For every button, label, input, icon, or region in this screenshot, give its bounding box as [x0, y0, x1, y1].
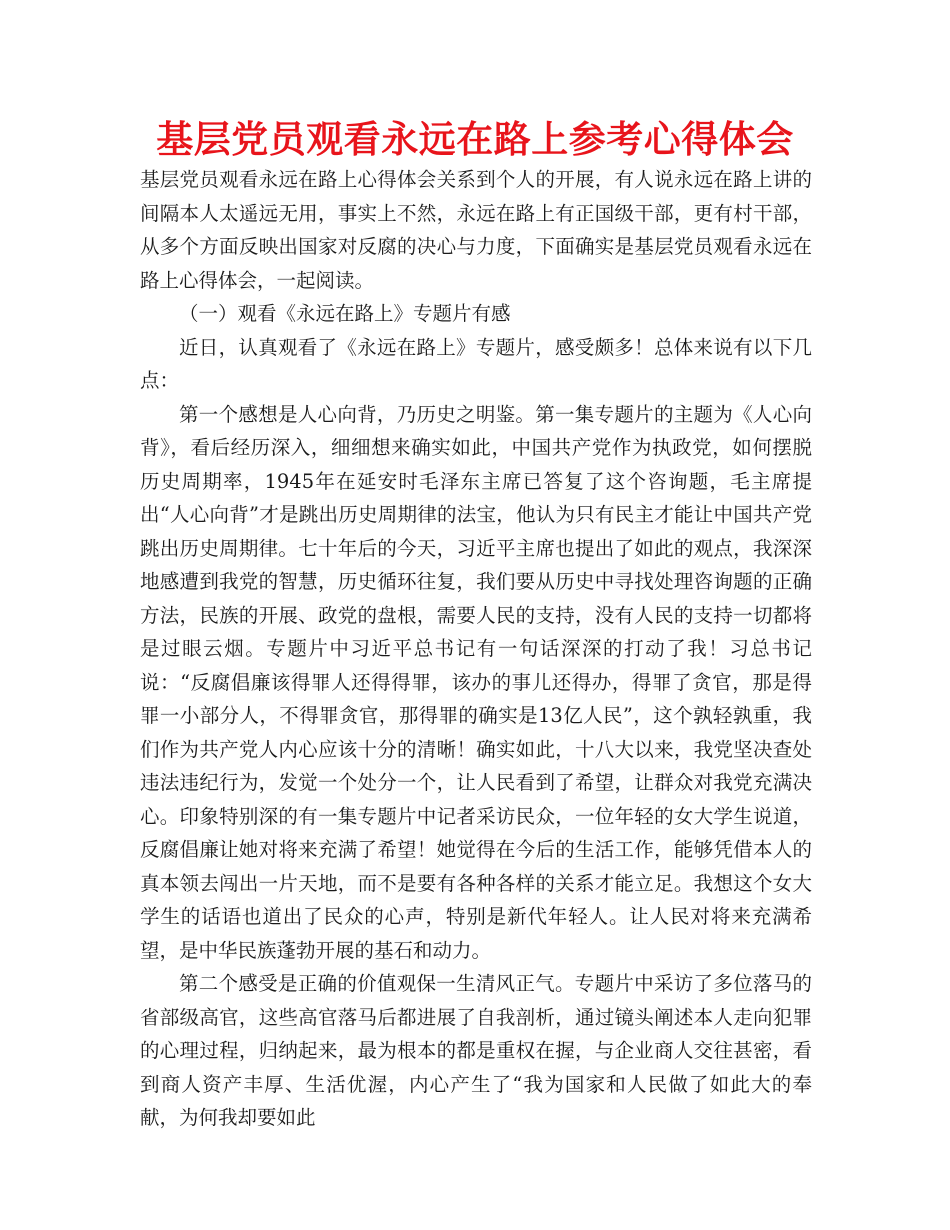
body-paragraph: 第一个感想是人心向背，乃历史之明鉴。第一集专题片的主题为《人心向背》，看后经历深入，细细想来确实如此，中国共产党作为执政党，如何摆脱历史周期率，1945年在延安时毛泽东主席已答复了这个咨询题，毛主席提出“人心向背”才是跳出历史周期律的法宝，他认为只有民主才能让中国共产党跳出历史周期律。七十年后的今天，习近平主席也提出了如此的观点，我深深地感遭到我党的智慧，历史循环往复，我们要从历史中寻找处理咨询题的正确方法，民族的开展、政党的盘根，需要人民的支持，没有人民的支持一切都将是过眼云烟。专题片中习近平总书记有一句话深深的打动了我！习总书记说：“反腐倡廉该得罪人还得得罪，该办的事儿还得办，得罪了贪官，那是得罪一小部分人，不得罪贪官，那得罪的确实是13亿人民”，这个孰轻孰重，我们作为共产党人内心应该十分的清晰！确实如此，十八大以来，我党坚决查处违法违纪行为，发觉一个处分一个，让人民看到了希望，让群众对我党充满决心。印象特别深的有一集专题片中记者采访民众，一位年轻的女大学生说道，反腐倡廉让她对将来充满了希望！她觉得在今后的生活工作，能够凭借本人的真本领去闯出一片天地，而不是要有各种各样的关系才能立足。我想这个女大学生的话语也道出了民众的心声，特别是新代年轻人。让人民对将来充满希望，是中华民族蓬勃开展的基石和动力。 [140, 402, 812, 962]
body-paragraph: 近日，认真观看了《永远在路上》专题片，感受颇多！总体来说有以下几点： [140, 335, 812, 392]
intro-paragraph: 基层党员观看永远在路上心得体会关系到个人的开展，有人说永远在路上讲的间隔本人太遥远无用，事实上不然，永远在路上有正国级干部，更有村干部，从多个方面反映出国家对反腐的决心与力度，下面确实是基层党员观看永远在路上心得体会，一起阅读。 [140, 168, 812, 292]
body-paragraph: 第二个感受是正确的价值观保一生清风正气。专题片中采访了多位落马的省部级高官，这些高官落马后都进展了自我剖析，通过镜头阐述本人走向犯罪的心理过程，归纳起来，最为根本的都是重权在握，与企业商人交往甚密，看到商人资产丰厚、生活优渥，内心产生了“我为国家和人民做了如此大的奉献，为何我却要如此 [140, 972, 812, 1129]
section-heading: （一）观看《永远在路上》专题片有感 [179, 302, 511, 325]
document-body [140, 163, 812, 1135]
document-title: 基层党员观看永远在路上参考心得体会 [156, 118, 794, 161]
